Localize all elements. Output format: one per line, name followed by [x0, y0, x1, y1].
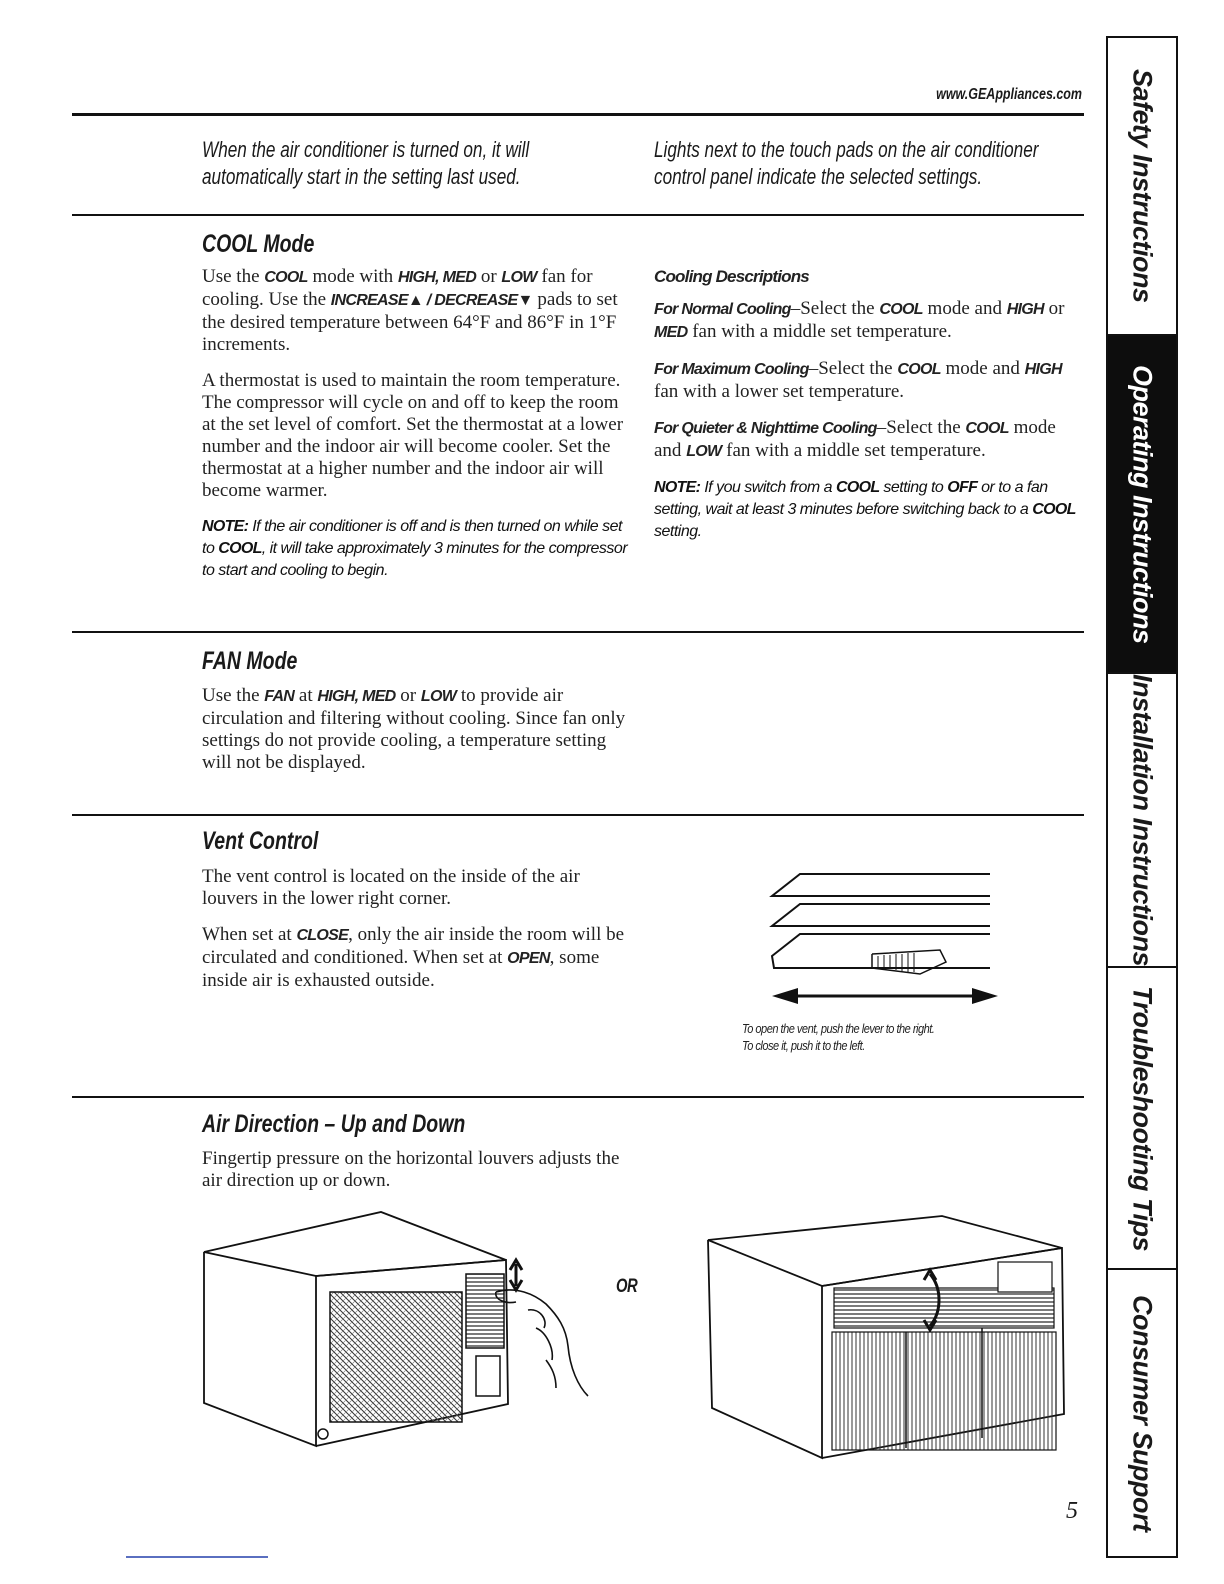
wall-ac-unit-illustration: [702, 1208, 1072, 1462]
divider-air-direction: [72, 1096, 1084, 1098]
cool-paragraph-1: Use the COOL mode with HIGH, MED or LOW fan for cooling. Use the INCREASE▲ / DECREASE▼ pads to set the desired temperature between 64°F and 86°F in 1°F increments.: [202, 266, 618, 355]
tab-consumer-support[interactable]: Consumer Support: [1127, 1294, 1158, 1532]
window-ac-unit-illustration: [196, 1208, 596, 1462]
maximum-cooling: For Maximum Cooling–Select the COOL mode and HIGH fan with a lower set temperature.: [654, 358, 1062, 402]
divider-vent: [72, 814, 1084, 816]
vent-paragraph-2: When set at CLOSE, only the air inside the room will be circulated and conditioned. When set at OPEN, some inside air is exhausted outside.: [202, 924, 625, 991]
vent-louver-illustration: [760, 866, 1010, 1016]
header-rule: [72, 113, 1084, 116]
air-direction-paragraph: Fingertip pressure on the horizontal louvers adjusts the air direction up or down.: [202, 1148, 620, 1191]
vent-caption-line-1: To open the vent, push the lever to the right.: [742, 1021, 935, 1036]
page-number: 5: [1066, 1498, 1078, 1524]
cooling-descriptions: [654, 266, 1080, 557]
cooling-note: NOTE: If you switch from a COOL setting to OFF or to a fan setting, wait at least 3 minutes before switching back to a COOL setting.: [654, 479, 1076, 540]
intro-left: When the air conditioner is turned on, it will automatically start in the setting last used.: [202, 137, 530, 189]
air-direction-body: [202, 1148, 632, 1206]
tab-installation-instructions[interactable]: Installation Instructions: [1108, 674, 1176, 968]
cool-mode-heading: COOL Mode: [202, 230, 315, 258]
air-direction-heading: Air Direction – Up and Down: [202, 1110, 466, 1138]
footer-link-underline: [126, 1556, 268, 1558]
tab-safety-instructions[interactable]: Safety Instructions: [1108, 38, 1176, 336]
website-url: www.GEAppliances.com: [936, 86, 1082, 103]
normal-cooling: For Normal Cooling–Select the COOL mode and HIGH or MED fan with a middle set temperature.: [654, 298, 1065, 342]
tab-troubleshooting-tips[interactable]: Troubleshooting Tips: [1108, 968, 1176, 1270]
cool-mode-body: [202, 266, 628, 596]
quieter-cooling: For Quieter & Nighttime Cooling–Select the COOL mode and LOW fan with a middle set temperature.: [654, 417, 1056, 461]
divider-fan: [72, 631, 1084, 633]
fan-mode-heading: FAN Mode: [202, 647, 298, 675]
fan-mode-body: [202, 685, 628, 788]
vent-caption-line-2: To close it, push it to the left.: [742, 1038, 865, 1053]
vent-control-body: [202, 866, 628, 1006]
vent-paragraph-1: The vent control is located on the inside of the air louvers in the lower right corner.: [202, 866, 580, 909]
cool-paragraph-2: A thermostat is used to maintain the room temperature. The compressor will cycle on and off to keep the room at the set level of comfort. Set the thermostat at a lower number and the indoor air will become cooler. Set the thermostat at a higher number and the indoor air will become warmer.: [202, 370, 624, 501]
vent-control-heading: Vent Control: [202, 827, 319, 855]
cool-note: NOTE: If the air conditioner is off and is then turned on while set to COOL, it will take approximately 3 minutes for the compressor to start and cooling to begin.: [202, 518, 628, 579]
tab-operating-instructions[interactable]: Operating Instructions: [1108, 336, 1176, 674]
divider-cool: [72, 214, 1084, 216]
section-tabs: [1106, 36, 1178, 1558]
or-label: OR: [616, 1276, 638, 1297]
cooling-descriptions-heading: Cooling Descriptions: [654, 267, 809, 286]
intro-right: Lights next to the touch pads on the air conditioner control panel indicate the selected settings.: [654, 137, 1039, 189]
fan-paragraph: Use the FAN at HIGH, MED or LOW to provide air circulation and filtering without cooling. Since fan only settings do not provide cooling, a temperature setting will not be displayed.: [202, 685, 626, 773]
vent-caption: [742, 1020, 968, 1054]
